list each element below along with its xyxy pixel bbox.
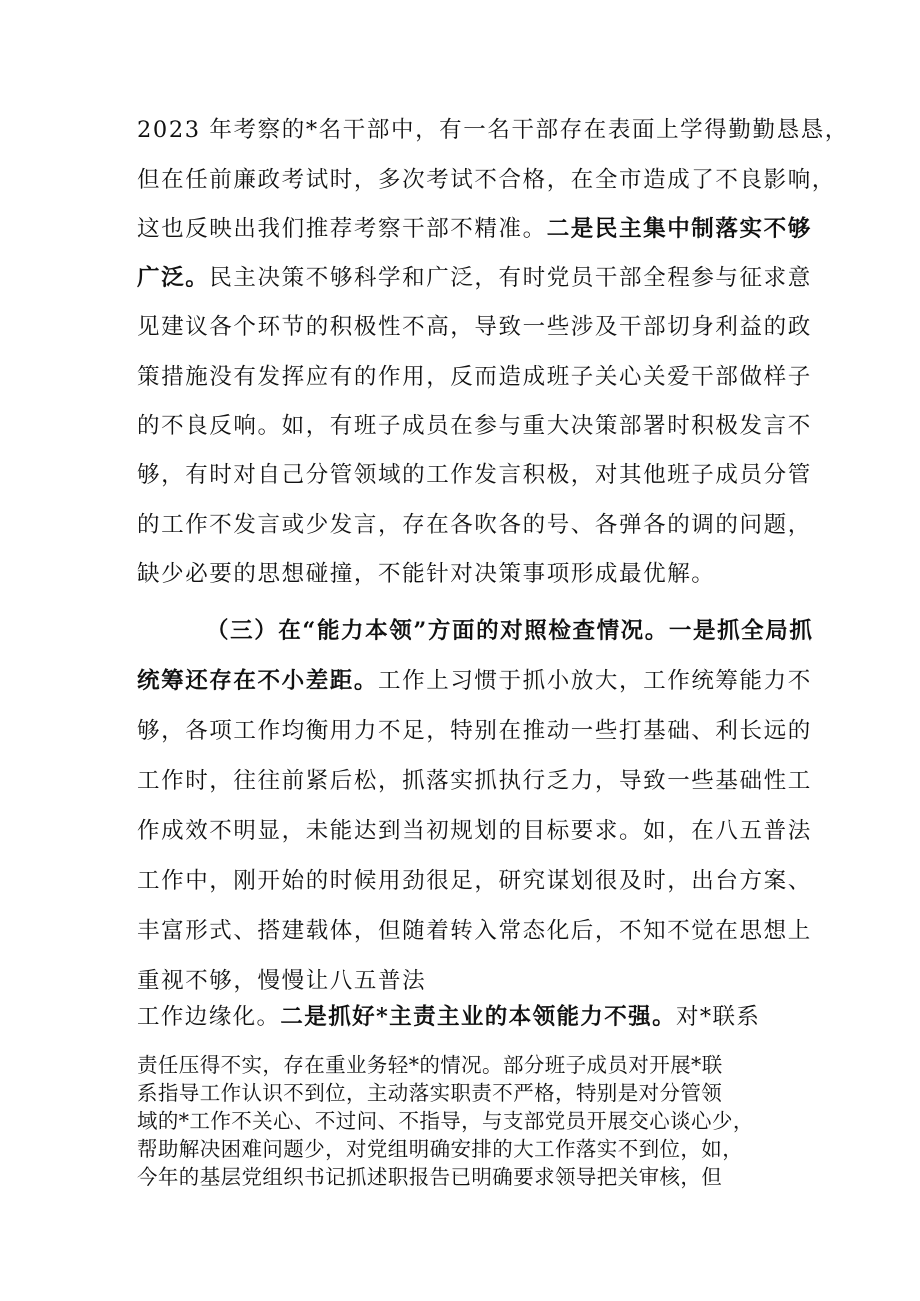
text-line (137, 165, 836, 195)
text-run: 策措施没有发挥应有的作用，反而造成班子关心关爱干部做样子 (137, 364, 812, 390)
text-run: 今年的基层党组织书记抓述职报告已明确要求领导把关审核，但 (137, 1165, 723, 1189)
text-line (137, 460, 812, 490)
text-line (137, 115, 849, 145)
text-run: 丰富形式、搭建载体，但随着转入常态化后，不知不觉在思想上 (137, 918, 812, 944)
text-line (137, 1108, 754, 1134)
text-line (137, 510, 812, 540)
text-line (137, 411, 812, 441)
text-run: 见建议各个环节的积极性不高，导致一些涉及干部切身利益的政 (137, 314, 812, 340)
text-run: 重视不够，慢慢让八五普法 (137, 968, 427, 994)
text-line (137, 559, 715, 589)
text-line (137, 1164, 722, 1190)
text-run: 这也反映出我们推荐考察干部不精准。 (137, 216, 547, 242)
text-run: 工作边缘化。 (137, 1004, 281, 1030)
text-run: 域的*工作不关心、不过问、不指导，与支部党员开展交心谈心少， (137, 1109, 754, 1133)
text-line (137, 766, 812, 796)
text-line (137, 916, 812, 946)
bold-heading-run: 二是抓好*主责主业的本领能力不强。 (280, 1004, 676, 1030)
text-run: 工作中，刚开始的时候用劲很足，研究谋划很及时，出台方案、 (137, 868, 812, 894)
bold-heading-run: 统筹还存在不小差距。 (137, 668, 379, 694)
text-run: 帮助解决困难问题少，对党组明确安排的大工作落实不到位，如， (137, 1137, 744, 1161)
text-run: 够，有时对自己分管领域的工作发言积极，对其他班子成员分管 (137, 462, 812, 488)
text-line (137, 1080, 722, 1106)
text-line (137, 362, 812, 392)
text-run: 的工作不发言或少发言，存在各吹各的号、各弹各的调的问题， (137, 512, 812, 538)
text-run: 作成效不明显，未能达到当初规划的目标要求。如，在八五普法 (137, 818, 812, 844)
text-line (137, 666, 812, 696)
text-run: 够，各项工作均衡用力不足，特别在推动一些打基础、利长远的 (137, 718, 812, 744)
text-run: 系指导工作认识不到位，主动落实职责不严格，特别是对分管领 (137, 1081, 723, 1105)
text-line (137, 214, 812, 244)
text-line (137, 263, 812, 293)
text-run: 缺少必要的思想碰撞，不能针对决策事项形成最优解。 (137, 561, 716, 587)
text-line (137, 866, 812, 896)
section-heading-line (206, 616, 814, 646)
text-run: 工作时，往往前紧后松，抓落实抓执行乏力，导致一些基础性工 (137, 768, 812, 794)
text-line (137, 966, 426, 996)
text-run: 对*联系 (675, 1004, 761, 1030)
text-run: 的不良反响。如，有班子成员在参与重大决策部署时积极发言不 (137, 413, 812, 439)
text-run: 民主决策不够科学和广泛，有时党员干部全程参与征求意 (209, 265, 812, 291)
bold-heading-run: （三）在“能力本领”方面的对照检查情况。一是抓全局抓 (206, 618, 814, 644)
text-line (137, 312, 812, 342)
text-line (137, 1136, 743, 1162)
text-run: 工作上习惯于抓小放大，工作统筹能力不 (378, 668, 812, 694)
text-run: 2023 年考察的*名干部中，有一名干部存在表面上学得勤勤恳恳， (137, 117, 849, 143)
bold-heading-run: 二是民主集中制落实不够 (546, 216, 812, 242)
text-line (137, 1002, 760, 1032)
bold-heading-run: 广泛。 (137, 265, 210, 291)
text-run: 责任压得不实，存在重业务轻*的情况。部分班子成员对开展*联 (137, 1053, 723, 1077)
text-line (137, 816, 812, 846)
text-line (137, 716, 812, 746)
text-line (137, 1052, 723, 1078)
text-run: 但在任前廉政考试时，多次考试不合格，在全市造成了不良影响， (137, 167, 836, 193)
